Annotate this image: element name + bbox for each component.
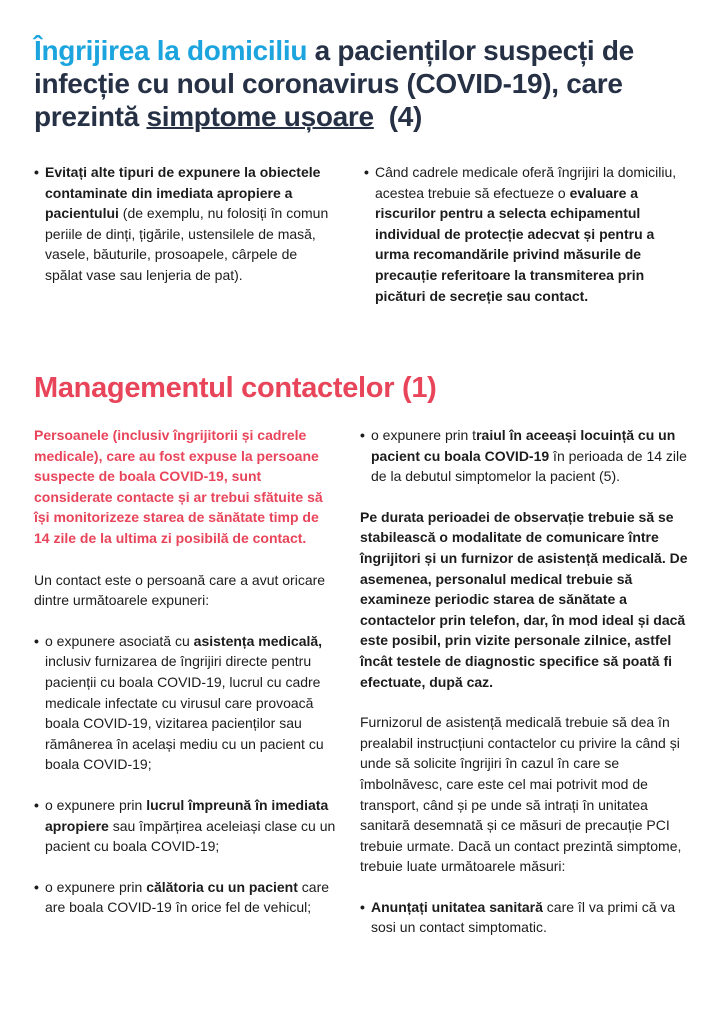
bullet-bold: raiul în aceeași locuință cu un pacient cu boala COVID-19	[371, 427, 676, 464]
bullet-bold: asistența medicală,	[193, 632, 323, 649]
list-item	[360, 897, 690, 938]
section-title-contact-management: Managementul contactelor (1)	[34, 372, 437, 404]
bullet-dot: •	[364, 164, 369, 180]
list-item	[34, 631, 338, 775]
bullet-text: o expunere asociată cu	[45, 632, 194, 649]
bullet-text: care îl va primi că va sosi un contact simptomatic.	[371, 898, 676, 936]
bullet-dot: •	[34, 632, 39, 649]
contacts-left-column	[34, 425, 338, 918]
bullet-dot: •	[360, 898, 365, 915]
bullet-text: care are boala COVID-19 în orice fel de vehicul;	[45, 878, 330, 916]
bullet-dot: •	[34, 878, 39, 895]
bullet-bold: evaluare a riscurilor pentru a selecta echipamentul individual de protecție adecvat și pentru a urma recomandările privind măsurile de precauție referitoare la transmiterea prin picături de secreție sau contact.	[375, 184, 655, 304]
title-ref: (4)	[373, 101, 423, 132]
intro-paragraph: Persoanele (inclusiv îngrijitorii și cadrele medicale), care au fost expuse la persoane suspecte de boala COVID-19, sunt considerate contacte și ar trebui sfătuite să își monitorizeze starea de sănătate timp de 14 zile de la ultima zi posibilă de contact.	[34, 427, 323, 546]
bullet-bold: călătoria cu un pacient	[146, 878, 298, 895]
list-item	[34, 795, 338, 857]
title-text: a pacienților suspecți de infecție cu noul coronavirus (COVID-19), care prezintă	[34, 35, 634, 132]
bullet-dot: •	[34, 796, 39, 813]
bullet-text: o expunere prin	[45, 878, 147, 895]
bullet-text: inclusiv furnizarea de îngrijiri directe pentru pacienții cu boala COVID-19, lucrul cu cadre medicale infectate cu virusul care provoacă boala COVID-19, vizitarea pacienților sau rămânerea în același mediu cu un pacient cu boala COVID-19;	[45, 653, 324, 773]
bullet-bold: Evitați alte tipuri de expunere la obiectele contaminate din imediata apropiere a pacientului	[45, 164, 321, 222]
bullet-text: sau împărțirea aceleiași clase cu un pacient cu boala COVID-19;	[45, 817, 336, 855]
bullet-text: o expunere prin t	[371, 427, 477, 443]
bullet-text: o expunere prin	[45, 796, 147, 813]
list-item	[34, 877, 338, 918]
bullet-bold: Anunțați unitatea sanitară	[371, 898, 543, 915]
section-title-home-care	[34, 34, 694, 133]
bullet-text: (de exemplu, nu folosiți în comun periile de dinți, țigările, ustensilele de masă, vasele, băuturile, prosoapele, cârpele de spălat vase sau lenjeria de pat).	[45, 205, 329, 283]
title-highlight: Îngrijirea la domiciliu	[34, 35, 308, 66]
observation-paragraph: Pe durata perioadei de observație trebuie să se stabilească o modalitate de comunicare între îngrijitori și un furnizor de asistență medicală. De asemenea, personalul medical trebuie să examineze periodic starea de sănătate a contactelor prin telefon, dar, în mod ideal și dacă este posibil, prin vizite personale zilnice, astfel încât testele de diagnostic specifice să poată fi efectuate, după caz.	[360, 508, 688, 690]
bullet-text: în perioada de 14 zile de la debutul simptomelor la pacient (5).	[371, 447, 687, 485]
provider-paragraph: Furnizorul de asistență medicală trebuie să dea în prealabil instrucțiuni contactelor cu privire la când și unde să solicite îngrijiri în cazul în care se îmbolnăvesc, care este cel mai potrivit mod de transport, când și pe unde să intrați în unitatea sanitară desemnată și ce măsuri de precauție PCI trebuie urmate. Dacă un contact prezintă simptome, trebuie luate următoarele măsuri:	[360, 714, 682, 875]
bullet-text: Când cadrele medicale oferă îngrijiri la domiciliu, acestea trebuie să efectueze o	[375, 164, 677, 201]
list-item	[364, 162, 684, 306]
bullet-bold: lucrul împreună în imediata apropiere	[45, 796, 329, 834]
bullet-dot: •	[360, 427, 365, 443]
bullet-dot: •	[34, 164, 39, 180]
list-item	[360, 425, 690, 487]
definition-paragraph: Un contact este o persoană care a avut oricare dintre următoarele expuneri:	[34, 571, 326, 609]
title-underlined: simptome ușoare	[146, 101, 374, 132]
list-item	[34, 162, 330, 286]
home-care-right-column	[364, 162, 684, 306]
contacts-right-column	[360, 425, 690, 938]
home-care-left-column	[34, 162, 330, 286]
